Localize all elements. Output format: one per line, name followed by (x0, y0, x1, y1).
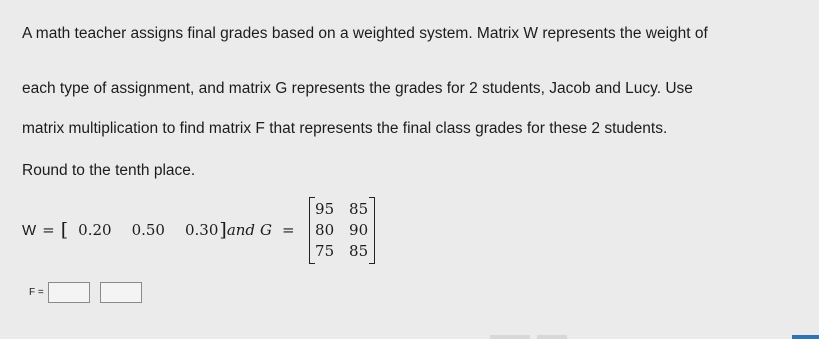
matrix-w (60, 218, 227, 241)
matrix-w-name: W (22, 221, 37, 239)
matrix-g-row (315, 241, 369, 262)
matrix-w-cell: 0.20 (78, 221, 112, 239)
and-text: and (226, 221, 256, 239)
answer-label: F = (29, 287, 44, 298)
problem-text-line-1: A math teacher assigns final grades based on a weighted system. Matrix W represents the weight of (22, 25, 708, 42)
answer-row (29, 282, 152, 303)
matrix-g-name: G (260, 221, 273, 239)
equals-sign: = (42, 221, 55, 239)
matrix-g-row (315, 220, 369, 241)
left-bracket: [ (60, 218, 69, 241)
equals-sign: = (282, 221, 295, 239)
bottom-bar-segment (537, 335, 567, 339)
bottom-bar-segment (490, 335, 530, 339)
matrix-g-cell: 90 (349, 220, 369, 239)
matrix-g-cell: 75 (315, 241, 335, 260)
matrix-g-row (315, 199, 369, 220)
problem-text-line-2: each type of assignment, and matrix G represents the grades for 2 students, Jacob and Lucy. Use (22, 80, 693, 97)
matrix-definitions (22, 194, 375, 266)
matrix-g-cell: 95 (315, 199, 335, 218)
matrix-w-cell: 0.30 (184, 221, 219, 239)
answer-box-2[interactable] (100, 282, 142, 303)
problem-text-line-3: matrix multiplication to find matrix F that represents the final class grades for these 2 students. (22, 120, 668, 137)
matrix-w-cell: 0.50 (131, 221, 165, 239)
bottom-bar-accent (792, 335, 819, 339)
right-bracket: ] (219, 218, 227, 241)
matrix-g-cell: 85 (349, 199, 369, 218)
matrix-g-cell: 85 (349, 241, 369, 260)
answer-box-1[interactable] (48, 282, 90, 303)
problem-text-line-4: Round to the tenth place. (22, 162, 196, 179)
matrix-g-cell: 80 (315, 220, 335, 239)
matrix-g (309, 197, 375, 264)
